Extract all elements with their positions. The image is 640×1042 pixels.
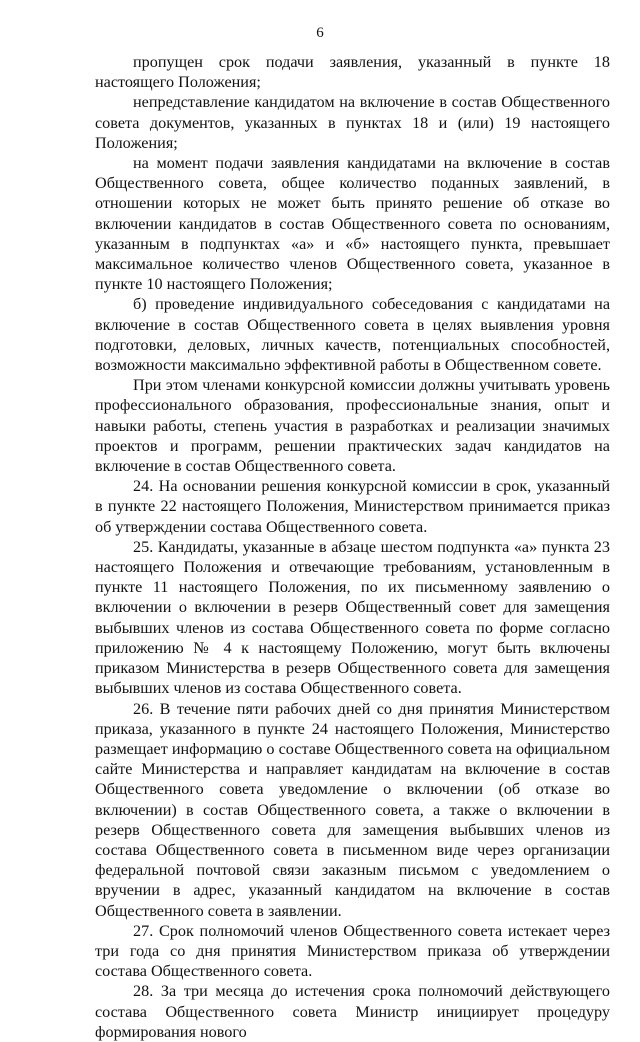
paragraph-item-24: 24. На основании решения конкурсной комиссии в срок, указанный в пункте 22 настоящего Положения, Министерством принимается приказ об утверждении состава Общественного совета. (95, 477, 610, 536)
paragraph-missed-deadline: пропущен срок подачи заявления, указанный в пункте 18 настоящего Положения; (95, 53, 610, 92)
paragraph-item-27: 27. Срок полномочий членов Общественного совета истекает через три года со дня принятия Министерством приказа об утверждении состава Общественного совета. (95, 921, 610, 981)
document-body (95, 52, 610, 1042)
paragraph-item-28: 28. За три месяца до истечения срока полномочий действующего состава Общественного совета Министр инициирует процедуру формирования нового (95, 982, 610, 1041)
paragraph-item-26: 26. В течение пяти рабочих дней со дня принятия Министерством приказа, указанного в пункте 24 настоящего Положения, Министерство размещает информацию о составе Общественного совета на официальном сайте Министерства и направляет кандидатам на включение в состав Общественного совета уведомление о включении (об отказе во включении) в состав Общественного совета, а также о включении в резерв Общественного совета для замещения выбывших членов из состава Общественного совета в письменном виде через организации федеральной почтовой связи заказным письмом с уведомлением о вручении в адрес, указанный кандидатом на включение в состав Общественного совета в заявлении. (95, 699, 610, 920)
paragraph-application-count: на момент подачи заявления кандидатами на включение в состав Общественного совета, общее количество поданных заявлений, в отношении которых не может быть принято решение об отказе во включении кандидатов в состав Общественного совета по основаниям, указанным в подпунктах «а» и «б» настоящего пункта, превышает максимальное количество членов Общественного совета, указанное в пункте 10 настоящего Положения; (95, 154, 610, 294)
page-number: 6 (316, 25, 324, 41)
paragraph-interview: б) проведение индивидуального собеседования с кандидатами на включение в состав Общественного совета в целях выявления уровня подготовки, деловых, личных качеств, потенциальных способностей, возможности максимально эффективной работы в Общественном совете. (95, 295, 610, 375)
paragraph-missing-documents: непредставление кандидатом на включение в состав Общественного совета документов, указанных в пунктах 18 и (или) 19 настоящего Положения; (95, 93, 610, 152)
paragraph-commission-criteria: При этом членами конкурсной комиссии должны учитывать уровень профессионального образования, профессиональные знания, опыт и навыки работы, степень участия в разработках и реализации значимых проектов и программ, решении практических задач кандидатов на включение в состав Общественного совета. (95, 376, 610, 476)
paragraph-item-25: 25. Кандидаты, указанные в абзаце шестом подпункта «а» пункта 23 настоящего Положения и отвечающие требованиям, установленным в пункте 11 настоящего Положения, по их письменному заявлению о включении о включении в резерв Общественный совет для замещения выбывших членов из состава Общественного совета по форме согласно приложению № 4 к настоящему Положению, могут быть включены приказом Министерства в резерв Общественного совета для замещения выбывших членов из состава Общественного совета. (95, 537, 610, 698)
